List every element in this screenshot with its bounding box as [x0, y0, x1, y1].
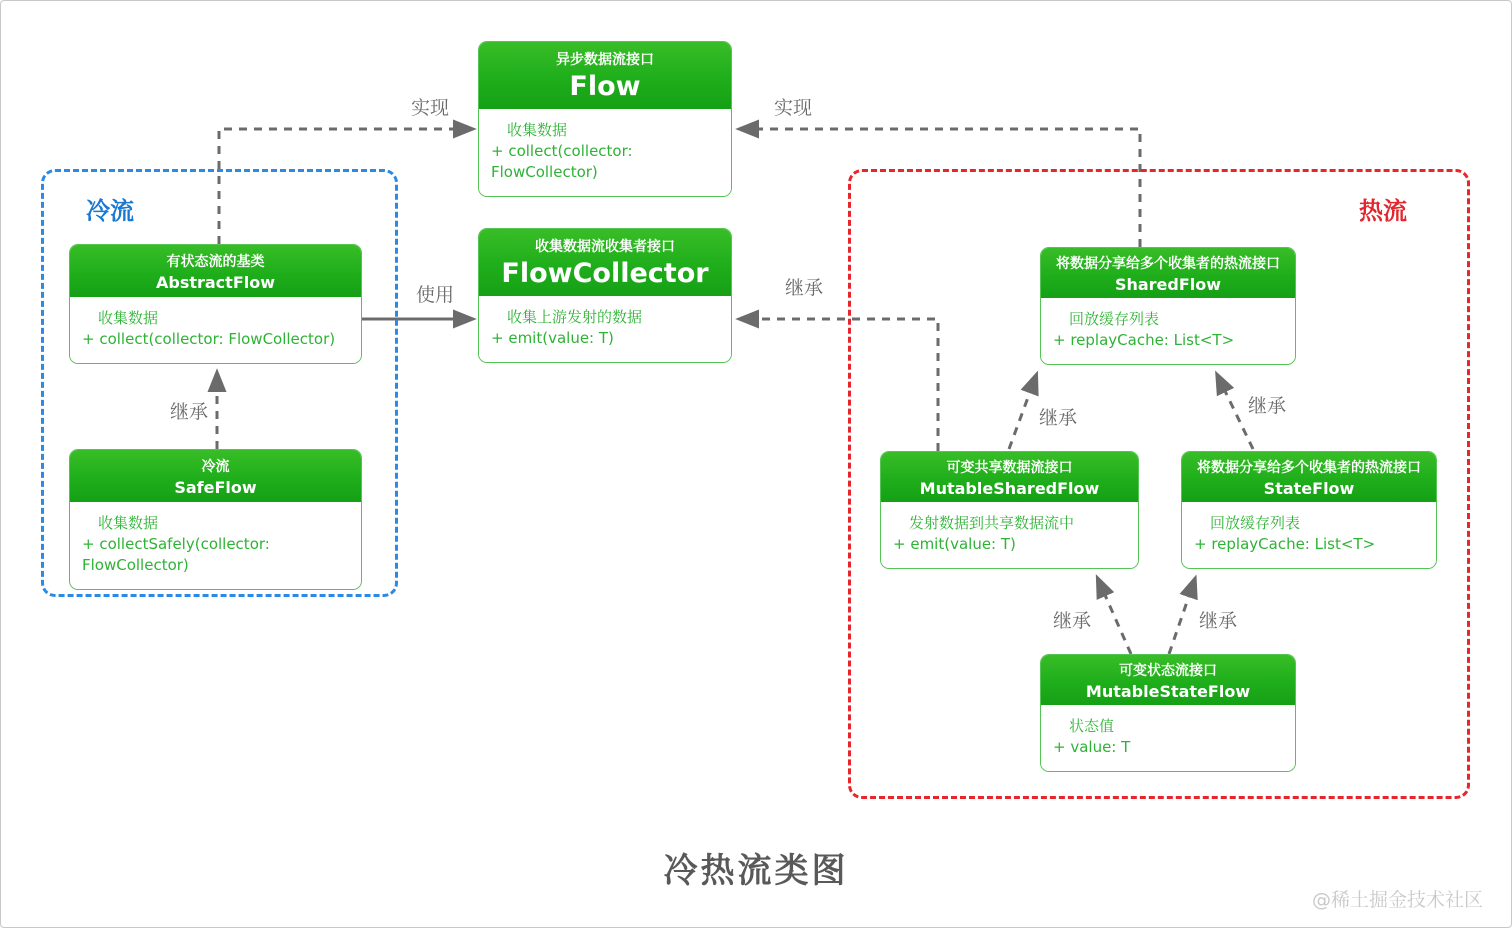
class-flowcollector-member-sig: + emit(value: T) — [491, 329, 614, 347]
class-flowcollector-header — [479, 229, 731, 296]
class-stateflow-name: StateFlow — [1263, 479, 1355, 498]
hot-flow-region-label: 热流 — [1359, 197, 1407, 225]
class-stateflow-header — [1182, 452, 1436, 502]
edge-label-inherit-safeflow-abstractflow: 继承 — [170, 401, 209, 423]
edge-label-inherit-mstateflow-stateflow: 继承 — [1199, 610, 1238, 632]
class-stateflow-member-desc: 回放缓存列表 — [1210, 514, 1301, 532]
class-mutablesharedflow — [880, 451, 1139, 569]
class-mutablestateflow-stereotype: 可变状态流接口 — [1119, 663, 1217, 679]
class-flow-name: Flow — [569, 71, 641, 102]
class-mutablestateflow-member-desc: 状态值 — [1069, 717, 1115, 735]
class-mutablestateflow-member-sig: + value: T — [1053, 738, 1131, 756]
class-abstractflow-member-desc: 收集数据 — [98, 309, 159, 327]
class-sharedflow-member-desc: 回放缓存列表 — [1069, 310, 1160, 328]
class-mutablesharedflow-member-sig: + emit(value: T) — [893, 535, 1016, 553]
cold-flow-region-label: 冷流 — [86, 197, 134, 225]
class-sharedflow — [1040, 247, 1296, 365]
class-mutablesharedflow-stereotype: 可变共享数据流接口 — [946, 460, 1073, 476]
class-flow-stereotype: 异步数据流接口 — [556, 52, 654, 68]
class-mutablesharedflow-header — [881, 452, 1138, 502]
class-abstractflow — [69, 244, 362, 364]
class-sharedflow-member-sig: + replayCache: List<T> — [1053, 331, 1235, 349]
edge-label-inherit-msf-sharedflow: 继承 — [1039, 407, 1078, 429]
edge-label-implements-right: 实现 — [774, 97, 813, 119]
class-abstractflow-body — [70, 297, 361, 363]
class-sharedflow-header — [1041, 248, 1295, 298]
class-mutablesharedflow-body — [881, 502, 1138, 568]
class-abstractflow-header — [70, 245, 361, 297]
watermark: @稀土掘金技术社区 — [1311, 889, 1483, 911]
class-sharedflow-stereotype: 将数据分享给多个收集者的热流接口 — [1056, 256, 1280, 272]
edge-label-implements-left: 实现 — [411, 97, 450, 119]
class-safeflow-body — [70, 502, 361, 589]
class-safeflow-member-desc: 收集数据 — [98, 514, 159, 532]
class-flow-member-sig: + collect(collector: FlowCollector) — [491, 142, 633, 181]
class-safeflow-name: SafeFlow — [174, 478, 257, 497]
diagram-title: 冷热流类图 — [663, 851, 849, 891]
class-mutablesharedflow-name: MutableSharedFlow — [919, 479, 1100, 498]
class-mutablestateflow — [1040, 654, 1296, 772]
class-flowcollector-body — [479, 296, 731, 362]
class-safeflow — [69, 449, 362, 590]
class-mutablestateflow-name: MutableStateFlow — [1085, 682, 1251, 701]
class-stateflow-member-sig: + replayCache: List<T> — [1194, 535, 1376, 553]
class-flow-header — [479, 42, 731, 109]
class-abstractflow-member-sig: + collect(collector: FlowCollector) — [82, 330, 336, 348]
class-mutablesharedflow-member-desc: 发射数据到共享数据流中 — [909, 514, 1075, 532]
edge-label-inherit-stateflow-sharedflow: 继承 — [1248, 395, 1287, 417]
class-mutablestateflow-body — [1041, 705, 1295, 771]
class-stateflow-body — [1182, 502, 1436, 568]
class-safeflow-member-sig: + collectSafely(collector: FlowCollector) — [82, 535, 270, 574]
class-stateflow-stereotype: 将数据分享给多个收集者的热流接口 — [1197, 460, 1421, 476]
class-safeflow-stereotype: 冷流 — [201, 459, 230, 475]
class-sharedflow-body — [1041, 298, 1295, 364]
class-flow — [478, 41, 732, 197]
class-flowcollector-name: FlowCollector — [501, 258, 709, 289]
edge-label-inherit-msf-flowcollector: 继承 — [785, 277, 824, 299]
class-flow-member-desc: 收集数据 — [507, 121, 568, 139]
class-abstractflow-stereotype: 有状态流的基类 — [166, 254, 265, 270]
class-sharedflow-name: SharedFlow — [1114, 275, 1222, 294]
class-stateflow — [1181, 451, 1437, 569]
class-flowcollector-member-desc: 收集上游发射的数据 — [507, 308, 643, 326]
class-abstractflow-name: AbstractFlow — [155, 273, 275, 292]
class-mutablestateflow-header — [1041, 655, 1295, 705]
class-flowcollector — [478, 228, 732, 363]
class-flowcollector-stereotype: 收集数据流收集者接口 — [535, 239, 675, 255]
edge-label-uses: 使用 — [416, 284, 455, 306]
class-safeflow-header — [70, 450, 361, 502]
class-flow-body — [479, 109, 731, 196]
edge-label-inherit-mstateflow-msf: 继承 — [1053, 610, 1092, 632]
